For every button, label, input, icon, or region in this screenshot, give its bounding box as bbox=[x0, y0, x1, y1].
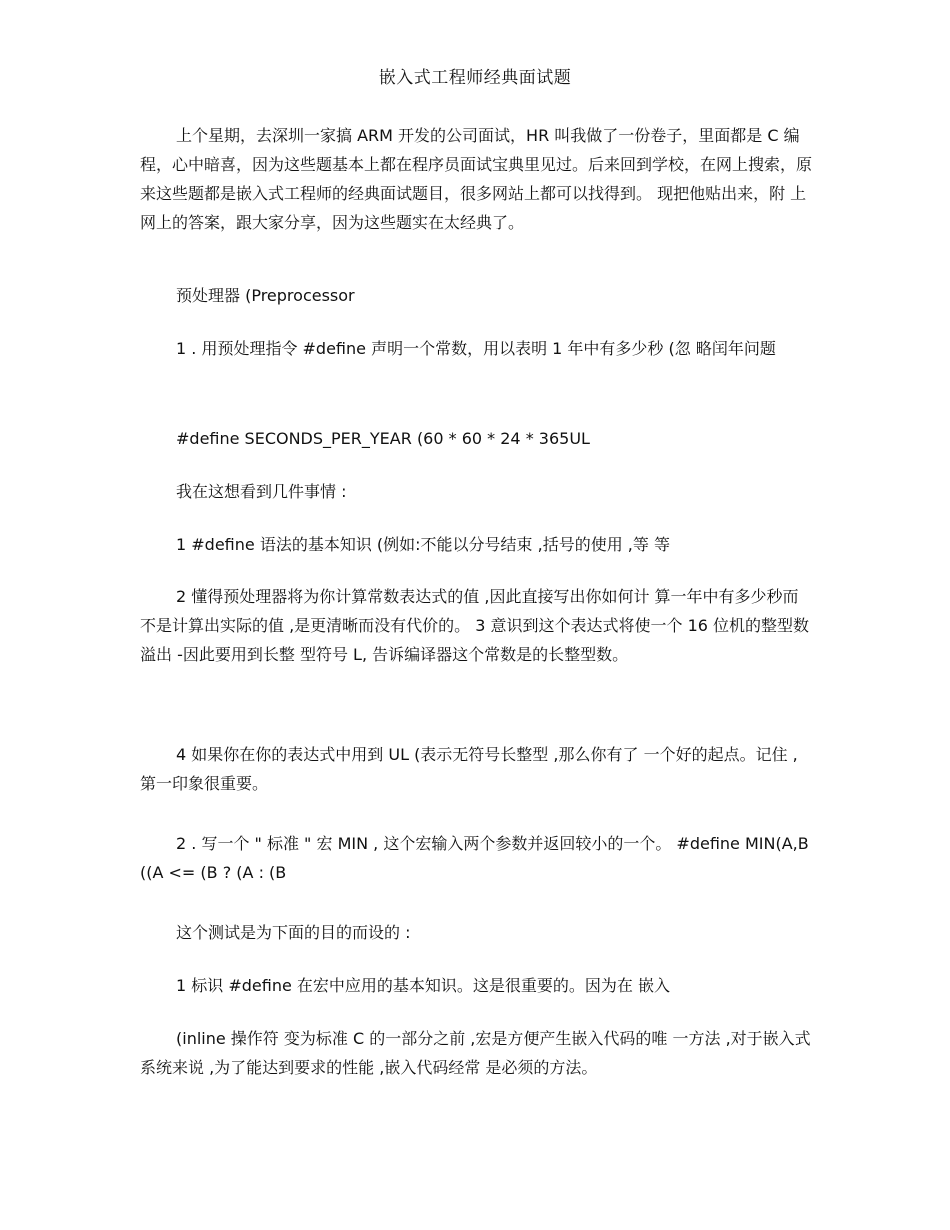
paragraph-preprocessor-heading: 预处理器 (Preprocessor bbox=[176, 286, 355, 305]
document-title: 嵌入式工程师经典面试题 bbox=[378, 68, 572, 88]
paragraph-intro: 上个星期，去深圳一家搞 ARM 开发的公司面试，HR 叫我做了一份卷子，里面都是 C 编程，心中暗喜，因为这些题基本上都在程序员面试宝典里见过。后来回到学校，在网上搜索，原 来这些题都是嵌入式工程师的经典面试题目，很多网站上都可以找得到。 现把他贴出来，附 上网上的答案，跟大家分享，因为这些题实在太经典了。 bbox=[140, 126, 813, 232]
paragraph-inline-note: (inline 操作符 变为标准 C 的一部分之前 ,宏是方便产生嵌入代码的唯 一方法 ,对于嵌入式系统来说 ,为了能达到要求的性能 ,嵌入代码经常 是必须的方法。 bbox=[140, 1029, 811, 1077]
paragraph-code-define: #define SECONDS_PER_YEAR (60 * 60 * 24 * 365UL bbox=[176, 429, 590, 448]
paragraph-point-4: 4 如果你在你的表达式中用到 UL (表示无符号长整型 ,那么你有了 一个好的起点。记住 ,第一印象很重要。 bbox=[140, 745, 798, 793]
paragraph-expectations: 我在这想看到几件事情 : bbox=[176, 482, 347, 501]
paragraph-purpose-1: 1 标识 #define 在宏中应用的基本知识。这是很重要的。因为在 嵌入 bbox=[176, 976, 670, 995]
paragraph-point-1: 1 #define 语法的基本知识 (例如:不能以分号结束 ,括号的使用 ,等 等 bbox=[176, 535, 670, 554]
paragraph-point-2-3: 2 懂得预处理器将为你计算常数表达式的值 ,因此直接写出你如何计 算一年中有多少秒而不是计算出实际的值 ,是更清晰而没有代价的。 3 意识到这个表达式将使一个 16 位机的整型数溢出 -因此要用到长整 型符号 L, 告诉编译器这个常数是的长整型数。 bbox=[140, 587, 810, 664]
paragraph-question-2: 2 . 写一个 " 标准 " 宏 MIN , 这个宏输入两个参数并返回较小的一个。 #define MIN(A,B ((A <= (B ? (A : (B bbox=[140, 834, 809, 882]
paragraph-question-1: 1 . 用预处理指令 #define 声明一个常数，用以表明 1 年中有多少秒 (忽 略闰年问题 bbox=[176, 339, 776, 358]
paragraph-test-purpose: 这个测试是为下面的目的而设的 : bbox=[176, 923, 411, 942]
